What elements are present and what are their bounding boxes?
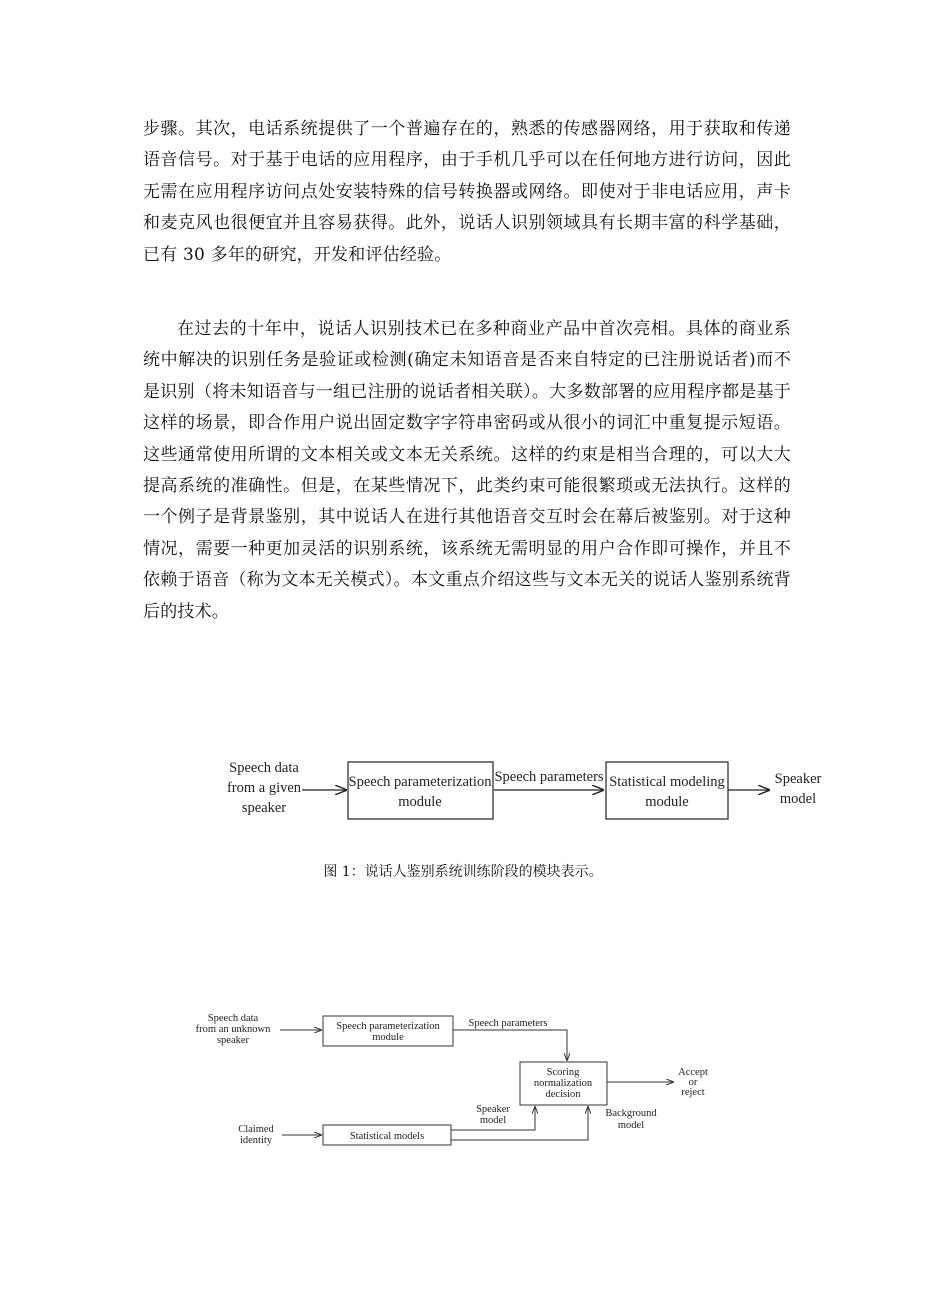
fig2-scoring-line-1: Scoring [546,1067,580,1078]
fig1-box2-line-2: module [645,794,689,810]
fig1-output-line-2: model [779,791,817,807]
fig1-box-parameterization [348,762,493,819]
fig1-input-line-1: Speech data [229,760,299,776]
fig2-speaker-model-line-1: Speaker [476,1104,510,1115]
fig2-output-line-2: or [688,1077,698,1088]
fig2-input-line-2: from an unknown [195,1024,271,1035]
fig2-models-label: Statistical models [349,1131,425,1142]
fig2-claimed-line-2: identity [239,1135,273,1146]
fig2-params-label: Speech parameters [468,1018,548,1029]
fig1-box1-line-1: Speech parameterization [348,774,492,790]
fig2-speaker-model-line-2: model [479,1115,507,1126]
fig2-scoring-line-3: decision [545,1089,581,1100]
fig2-box1-line-1: Speech parameterization [336,1021,440,1032]
fig2-arrow-params [453,1030,567,1060]
fig2-input-line-1: Speech data [207,1013,259,1024]
fig2-background-model-line-1: Background [605,1108,657,1119]
fig2-box1-line-2: module [372,1032,404,1043]
fig2-output-line-3: reject [681,1087,705,1098]
fig1-box2-line-1: Statistical modeling [609,774,725,790]
paragraph-2: 在过去的十年中，说话人识别技术已在多种商业产品中首次亮相。具体的商业系统中解决的识别任务是验证或检测(确定未知语音是否来自特定的已注册说话者)而不是识别（将未知语音与一组已注册的说话者相关联）。大多数部署的应用程序都是基于这样的场景，即合作用户说出固定数字字符串密码或从很小的词汇中重复提示短语。这些通常使用所谓的文本相关或文本无关系统。这样的约束是相当合理的，可以大大提高系统的准确性。但是，在某些情况下，此类约束可能很繁琐或无法执行。这样的一个例子是背景鉴别，其中说话人在进行其他语音交互时会在幕后被鉴别。对于这种情况，需要一种更加灵活的识别系统，该系统无需明显的用户合作即可操作，并且不依赖于语音（称为文本无关模式）。本文重点介绍这些与文本无关的说话人鉴别系统背后的技术。 [143,319,791,622]
fig2-scoring-line-2: normalization [533,1078,593,1089]
fig1-input-line-3: speaker [241,800,287,816]
fig2-output-line-1: Accept [678,1067,708,1078]
figure-1-caption: 图 1：说话人鉴别系统训练阶段的模块表示。 [323,864,603,880]
paragraph-1: 步骤。其次，电话系统提供了一个普遍存在的，熟悉的传感器网络，用于获取和传递语音信号。对于基于电话的应用程序，由于手机几乎可以在任何地方进行访问，因此无需在应用程序访问点处安装特殊的信号转换器或网络。即使对于非电话应用，声卡和麦克风也很便宜并且容易获得。此外，说话人识别领域具有长期丰富的科学基础，已有 30 多年的研究，开发和评估经验。 [143,119,791,265]
fig1-box-modeling [606,762,728,819]
figure-2-verification-diagram [180,1005,740,1155]
fig2-input-line-3: speaker [216,1035,250,1046]
fig1-arrow-label: Speech parameters [494,769,604,785]
fig2-claimed-line-1: Claimed [238,1124,274,1135]
fig1-input-line-2: from a given [226,780,302,796]
fig1-output-line-1: Speaker [774,771,822,787]
fig2-background-model-line-2: model [617,1120,645,1131]
fig1-box1-line-2: module [398,794,442,810]
fig2-arrow-background-model [451,1107,588,1140]
figure-1-training-diagram [220,750,830,830]
